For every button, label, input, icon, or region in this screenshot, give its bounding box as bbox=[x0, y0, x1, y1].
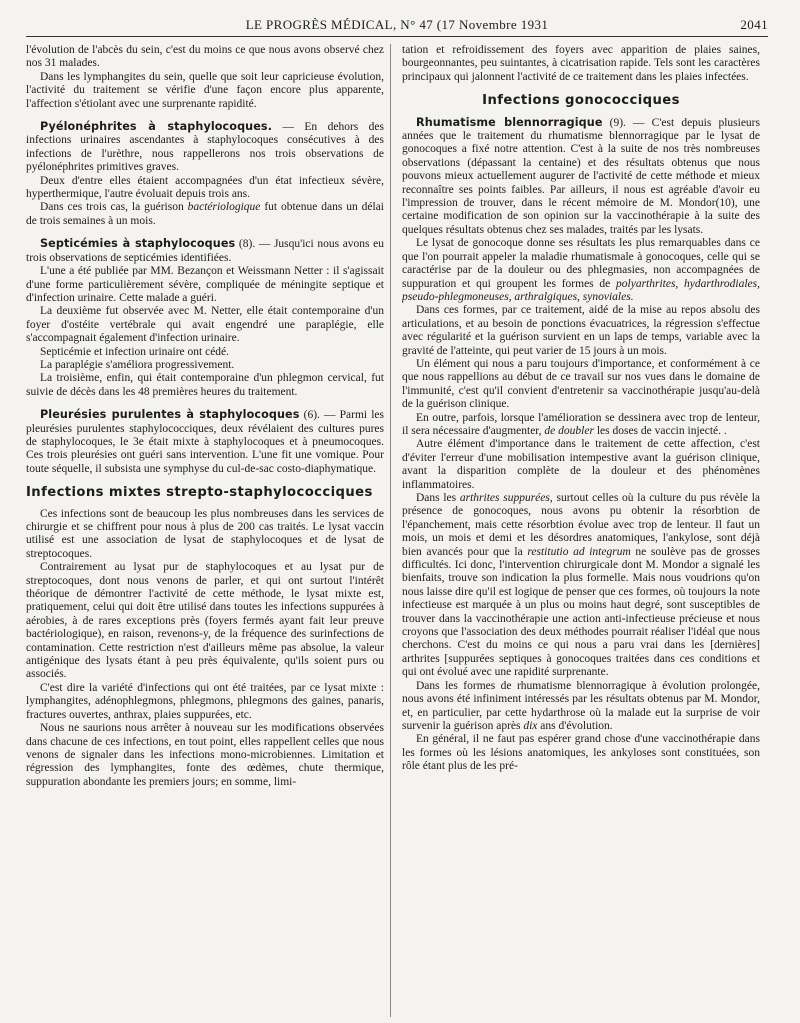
section-heading-infections-mixtes: Infections mixtes strepto-staphylococciques bbox=[26, 485, 373, 501]
journal-title: LE PROGRÈS MÉDICAL, N° 47 (17 Novembre 1931 bbox=[245, 17, 549, 32]
text: En outre, parfois, lorsque l'amélioration se dessinera avec trop de lenteur, il sera nécessaire d'augmenter, bbox=[402, 411, 760, 437]
text: , surtout celles où la culture du pus révèle la présence de gonocoques, nous avons pu obtenir la résorbtion de l'épanchement, mais cette résorbtion évolue avec trop de lenteur. Il faut un mois, un mois et demi et les désordres anatomiques, l'ankylose, sont déjà bien avancés pour que la bbox=[402, 492, 760, 558]
paragraph: La paraplégie s'améliora progressivement. bbox=[40, 358, 235, 371]
run-in-heading: Pleurésies purulentes à staphylocoques bbox=[40, 408, 300, 422]
paragraph: Septicémie et infection urinaire ont cédé. bbox=[40, 345, 230, 358]
run-in-heading: Pyélonéphrites à staphylocoques. bbox=[40, 120, 273, 134]
paragraph-text: — En dehors des infections urinaires ascendantes à staphylocoques consécutives à des infections de l'urèthre, nous rappellerons nos trois observations de pyélonéphrites primitives graves. bbox=[26, 121, 384, 174]
italic-text: bactériologique bbox=[187, 201, 261, 214]
paragraph bbox=[402, 680, 760, 734]
paragraph-text: (8). — Jusqu'ici nous avons eu trois observations de septicémies identifiées. bbox=[26, 238, 384, 264]
right-column bbox=[402, 44, 760, 1017]
paragraph bbox=[402, 492, 760, 680]
text: fut obtenue dans un délai de trois semaines à un mois. bbox=[26, 201, 384, 227]
paragraph: Nous ne saurions nous arrêter à nouveau sur les modifications observées dans chacune de ces infections, en tout point, elles rappellent celles que nous venons de signaler dans les infections mono-microbiennes. Limitation et régression des lymphangites, fonte des œdèmes, chute thermique, suppuration abondante les premiers jours; en somme, limi- bbox=[26, 722, 384, 788]
paragraph-text: (6). — Parmi les pleurésies purulentes staphylococciques, deux révélaient des cultures pures de staphylocoques, le 3e était mixte à staphylocoques et à pneumocoques. Ces trois pleurésies ont guéri sans intervention. L'une fit une vomique. Pour toute séquelle, il subsista une symphyse du cul-de-sac costo-diaphymatique. bbox=[26, 409, 384, 475]
page-number: 2041 bbox=[740, 17, 768, 32]
paragraph: Dans les lymphangites du sein, quelle que soit leur capricieuse évolution, l'activité du traitement se vérifie d'une façon encore plus apparente, l'affection s'étiolant avec une surprenante rapidité. bbox=[26, 70, 384, 110]
left-column bbox=[26, 44, 384, 1017]
paragraph: L'une a été publiée par MM. Bezançon et Weissmann Netter : il s'agissait d'une forme particulièrement sévère, compliquée de méningite septique et d'infection urinaire. Cette malade a guéri. bbox=[26, 265, 384, 304]
section-septicemies bbox=[26, 237, 384, 265]
paragraph: Autre élément d'importance dans le traitement de cette affection, c'est d'éviter l'erreur d'une mobilisation intempestive avant la guérison clinique, avant la disparition complète de la douleur et des phénomènes inflammatoires. bbox=[402, 438, 760, 491]
section-heading-infections-gonococciques: Infections gonococciques bbox=[482, 93, 680, 109]
text: Dans ces trois cas, la guérison bbox=[40, 201, 188, 214]
italic-text: de doubler bbox=[544, 424, 594, 437]
paragraph bbox=[402, 412, 760, 439]
paragraph bbox=[26, 201, 384, 228]
run-in-heading: Septicémies à staphylocoques bbox=[40, 237, 236, 251]
italic-text: arthrites suppurées bbox=[459, 492, 550, 504]
paragraph: Ces infections sont de beaucoup les plus nombreuses dans les services de chirurgie et se chiffrent pour nous à plus de 200 cas traités. Le lysat vaccin utilisé est une association de lysat de staphylocoques et de lysat de streptocoques. bbox=[26, 507, 384, 560]
paragraph bbox=[402, 237, 760, 304]
text: ne soulève pas de grosses difficultés. Ici donc, l'intervention chirurgicale dont M. Mondor a signalé les bienfaits, trouve son indication la plus formelle. Mais nous voudrions qu'on nous laisse dire qu'il est logique de penser que ces formes, où toujours la note infectieuse est marquée à un plus ou moins haut degré, sont susceptibles de trouver dans la vaccinothérapie une action anti-infectieuse précieuse et nous croyons que l'association des deux méthodes pourrait réaliser l'idéal que nous cherchons. C'est du moins ce qui nous a paru vrai dans les [dernières] arthrites [suppurées septiques à gonocoques traitées dans ces conditions et qui ont évolué avec une rapidité surprenante. bbox=[402, 545, 760, 679]
section-pleuresies bbox=[26, 408, 384, 476]
paragraph: C'est dire la variété d'infections qui ont été traitées, par ce lysat mixte : lymphangites, adénophlegmons, phlegmons, phlegmons des gaines, panaris, fractures ouvertes, anthrax, plaies suppurées, etc. bbox=[26, 681, 384, 721]
running-header bbox=[26, 12, 768, 34]
paragraph: tation et refroidissement des foyers avec apparition de plaies saines, bourgeonnantes, peu suintantes, à cicatrisation rapide. Tels sont les caractères principaux qui jalonnent l'activité de ce traitement dans les plaies infectées. bbox=[402, 44, 760, 83]
text: Dans les bbox=[416, 492, 460, 504]
paragraph: La troisième, enfin, qui était contemporaine d'un phlegmon cervical, fut suivie de décès dans les 48 premières heures du traitement. bbox=[26, 372, 384, 398]
text: ans d'évolution. bbox=[537, 719, 613, 732]
text: Le lysat de gonocoque donne ses résultats les plus remarquables dans ce que l'on pourrait appeler la maladie rhumatismale à gonocoques, celle qui se caractérise par de la douleur ou des phlegmasies, non accompagnées de suppuration et qui groupent les formes de bbox=[402, 237, 760, 290]
italic-text: restitutio ad integrum bbox=[527, 545, 631, 558]
header-rule bbox=[26, 36, 768, 37]
paragraph: l'évolution de l'abcès du sein, c'est du moins ce que nous avons observé chez nos 31 malades. bbox=[26, 44, 384, 70]
paragraph: En général, il ne faut pas espérer grand chose d'une vaccinothérapie dans les formes où les lésions anatomiques, les ankyloses sont constituées, son rôle étant plus de les pré- bbox=[402, 733, 760, 773]
paragraph-text: (9). — C'est depuis plusieurs années que le traitement du rhumatisme blennorragique par le lysat de gonocoques a fixé notre attention. C'est à la suite de nos très nombreuses observations (dépassant la centaine) et des résultats obtenus que nous pouvons mieux actuellement augurer de l'activité de cette méthode et mieux reconnaître ses points faibles. Par ailleurs, il nous est agréable d'avoir eu l'impression de trouver, dans le récent mémoire de M. Mondor(10), une certaine modification de son opinion sur la vaccinothérapie à la suite des quelques résultats obtenus chez ses malades, traités par les lysats. bbox=[402, 116, 760, 236]
italic-text: polyarthrites, hydarthrodiales, pseudo-phlegmoneuses, arthralgiques, synoviales. bbox=[402, 277, 760, 303]
section-pyelonephrites bbox=[26, 120, 384, 175]
section-rhumatisme bbox=[402, 116, 760, 238]
paragraph: Dans ces formes, par ce traitement, aidé de la mise au repos absolu des articulations, et au besoin de ponctions évacuatrices, la régression s'effectue avec régularité et la guérison survient en un laps de temps, variable avec la gravité de l'atteinte, qui peut varier de 15 jours à un mois. bbox=[402, 304, 760, 357]
paragraph: Contrairement au lysat pur de staphylocoques et au lysat pur de streptocoques, dont nous venons de parler, et qui ont surtout l'intérêt théorique de démontrer l'activité de cette méthode, le lysat mixte est, pratiquement, celui qui doit être utilisé dans toutes les infections suppurées à aérobies, à de rares exceptions près (foyers fermés ayant fait leur preuve bactériologique), en raison, revenons-y, de la fréquence des surinfections de contamination. Cette restriction n'est d'ailleurs même pas absolue, la valeur antigénique des lysats étant à peu près équivalente, qu'ils soient purs ou associés. bbox=[26, 561, 384, 681]
text: les doses de vaccin injecté. . bbox=[593, 424, 727, 437]
paragraph: Un élément qui nous a paru toujours d'importance, et conformément à ce que nous rappellions au début de ce travail sur nos vues dans le domaine de l'immunité, c'est qu'il convient d'entretenir sa vaccinothérapie jusqu'au-delà de la guérison clinique. bbox=[402, 357, 760, 411]
italic-text: dix bbox=[523, 719, 538, 732]
run-in-heading: Rhumatisme blennorragique bbox=[416, 115, 603, 129]
column-divider bbox=[390, 44, 391, 1017]
paragraph: Deux d'entre elles étaient accompagnées d'un état infectieux sévère, hyperthermique, l'autre évoluait depuis trois ans. bbox=[26, 174, 384, 201]
paragraph: La deuxième fut observée avec M. Netter, elle était contemporaine d'un foyer d'ostéite vertébrale qui avait engendré une paraplégie, elle s'accompagnait également d'infection urinaire. bbox=[26, 305, 384, 345]
text: Dans les formes de rhumatisme blennorragique à évolution prolongée, nous avons été infiniment intéressés par les résultats obtenus par M. Mondor, et, en particulier, par cette hydarthrose où la malade eut la surprise de voir survenir la guérison après bbox=[402, 679, 760, 732]
